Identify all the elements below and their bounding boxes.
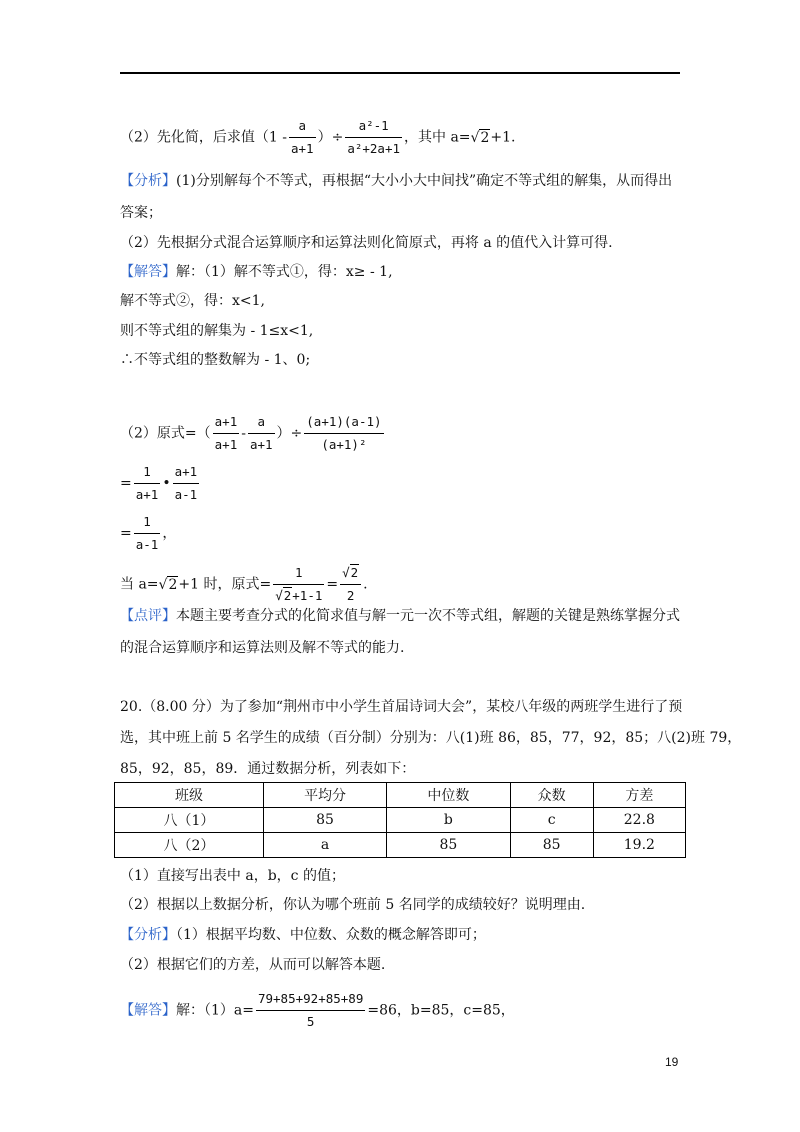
analysis-line: 答案； [120, 205, 162, 221]
denominator-rest: +1-1 [292, 588, 323, 603]
comment-line [120, 606, 680, 626]
table-header: 众数 [510, 783, 593, 808]
table-row [115, 833, 686, 858]
denominator: a+1 [248, 433, 275, 455]
analysis-line [120, 171, 672, 191]
table-cell: b [387, 808, 510, 833]
comment-text: 本题主要考查分式的化简求值与解一元一次不等式组，解题的关键是熟练掌握分式 [176, 608, 680, 624]
q20-subquestion: （2）根据以上数据分析，你认为哪个班前 5 名同学的成绩较好？说明理由. [120, 897, 586, 913]
numerator: 1 [295, 565, 303, 580]
analysis-tag: 【分析】 [120, 173, 176, 189]
denominator: a+1 [213, 433, 240, 455]
table-cell: 22.8 [593, 808, 685, 833]
radicand: 2 [283, 588, 292, 603]
radicand: 2 [168, 576, 178, 593]
fraction [256, 989, 365, 1032]
numerator: 1 [143, 514, 151, 529]
denominator: a²+2a+1 [345, 137, 402, 159]
solution-text: =86，b=85，c=85， [367, 1002, 515, 1019]
solution-step-2 [120, 462, 201, 505]
solution-step-3 [120, 512, 176, 555]
table-header: 方差 [593, 783, 685, 808]
fraction [340, 563, 361, 606]
numerator: a+1 [214, 414, 238, 429]
solution-line: 则不等式组的解集为 - 1≤x<1, [120, 323, 314, 339]
numerator: a+1 [174, 464, 198, 479]
page-number: 19 [665, 1055, 679, 1069]
multiply-dot: • [162, 475, 171, 492]
fraction [273, 563, 324, 606]
fraction [173, 462, 200, 505]
analysis-text: (1)分别解每个不等式，再根据“大小小大中间找”确定不等式组的解集，从而得出 [176, 173, 673, 189]
analysis-line: （2）根据它们的方差，从而可以解答本题. [120, 957, 386, 973]
where-end: +1. [490, 129, 516, 146]
fraction [289, 116, 316, 159]
prompt-text: （2）先化简，后求值（1 - [120, 129, 287, 146]
operator: - [241, 425, 246, 442]
numerator: a [298, 118, 307, 133]
stats-table [114, 782, 686, 858]
fraction [345, 116, 402, 159]
solution-line [120, 989, 515, 1032]
where-text: ，其中 a= [404, 129, 471, 146]
header-rule [120, 72, 680, 74]
fraction [134, 512, 161, 555]
table-header: 班级 [115, 783, 264, 808]
numerator: 1 [143, 464, 151, 479]
table-cell: 85 [387, 833, 510, 858]
equals: = [120, 475, 132, 492]
denominator: (a+1)² [304, 433, 383, 455]
solution-tag: 【解答】 [120, 264, 176, 280]
analysis-text: （1）根据平均数、中位数、众数的概念解答即可； [176, 927, 486, 943]
table-cell: 八（2） [115, 833, 264, 858]
analysis-tag: 【分析】 [120, 927, 176, 943]
sqrt-expression: √2 [275, 588, 292, 603]
radicand: 2 [350, 565, 359, 580]
step-text: +1 时，原式= [178, 576, 272, 593]
q20-text: 85，92，85，89．通过数据分析，列表如下： [120, 761, 416, 777]
punctuation: . [363, 576, 368, 593]
comment-tag: 【点评】 [120, 608, 176, 624]
table-cell: a [263, 833, 386, 858]
table-header: 平均分 [263, 783, 386, 808]
solution-step-original [120, 412, 386, 455]
sqrt-expression: √2 [470, 129, 490, 146]
solution-text: 解：（1）解不等式①，得：x≥ - 1, [176, 264, 393, 280]
table-cell: 85 [510, 833, 593, 858]
numerator: a [257, 414, 265, 429]
equals: = [120, 525, 132, 542]
step-text: 当 a= [120, 576, 159, 593]
solution-tag: 【解答】 [120, 1002, 176, 1019]
numerator: 79+85+92+85+89 [257, 991, 364, 1006]
solution-step-4 [120, 563, 368, 606]
operator: ）÷ [276, 425, 303, 442]
q20-text: 选，其中班上前 5 名学生的成绩（百分制）分别为：八(1)班 86，85，77，92，85；八(2)班 79， [120, 730, 742, 746]
fraction [248, 412, 275, 455]
table-cell: 19.2 [593, 833, 685, 858]
q19-part2-prompt [120, 116, 515, 159]
denominator: 5 [256, 1010, 365, 1032]
solution-line: ∴不等式组的整数解为 - 1、0; [120, 352, 311, 368]
table-cell: c [510, 808, 593, 833]
table-header: 中位数 [387, 783, 510, 808]
q20-subquestion: （1）直接写出表中 a，b，c 的值； [120, 868, 345, 884]
equals: = [326, 576, 339, 593]
table-cell: 85 [263, 808, 386, 833]
comment-line: 的混合运算顺序和运算法则及解不等式的能力. [120, 640, 405, 656]
solution-line [120, 262, 393, 282]
fraction [304, 412, 383, 455]
analysis-line: （2）先根据分式混合运算顺序和运算法则化简原式，再将 a 的值代入计算可得. [120, 235, 613, 251]
solution-text: 解：（1）a= [176, 1002, 254, 1019]
sqrt-expression: √2 [342, 565, 359, 580]
numerator: a²-1 [358, 118, 389, 133]
table-header-row [115, 783, 686, 808]
punctuation: ， [162, 525, 177, 542]
numerator: (a+1)(a-1) [306, 414, 382, 429]
fraction [134, 462, 161, 505]
fraction [213, 412, 240, 455]
denominator: 2 [340, 584, 361, 606]
denominator: a+1 [134, 483, 161, 505]
denominator: a-1 [134, 533, 161, 555]
numerator [340, 563, 361, 584]
denominator: a-1 [173, 483, 200, 505]
step-text: （2）原式=（ [120, 425, 211, 442]
radicand: 2 [480, 129, 490, 146]
table-row [115, 808, 686, 833]
q20-text: 20.（8.00 分）为了参加“荆州市中小学生首届诗词大会”，某校八年级的两班学生进行了预 [120, 699, 683, 715]
denominator [273, 584, 324, 606]
solution-line: 解不等式②，得：x<1, [120, 293, 265, 309]
operator: ）÷ [317, 129, 344, 146]
table-cell: 八（1） [115, 808, 264, 833]
sqrt-expression: √2 [158, 576, 178, 593]
analysis-line [120, 925, 486, 945]
denominator: a+1 [289, 137, 316, 159]
